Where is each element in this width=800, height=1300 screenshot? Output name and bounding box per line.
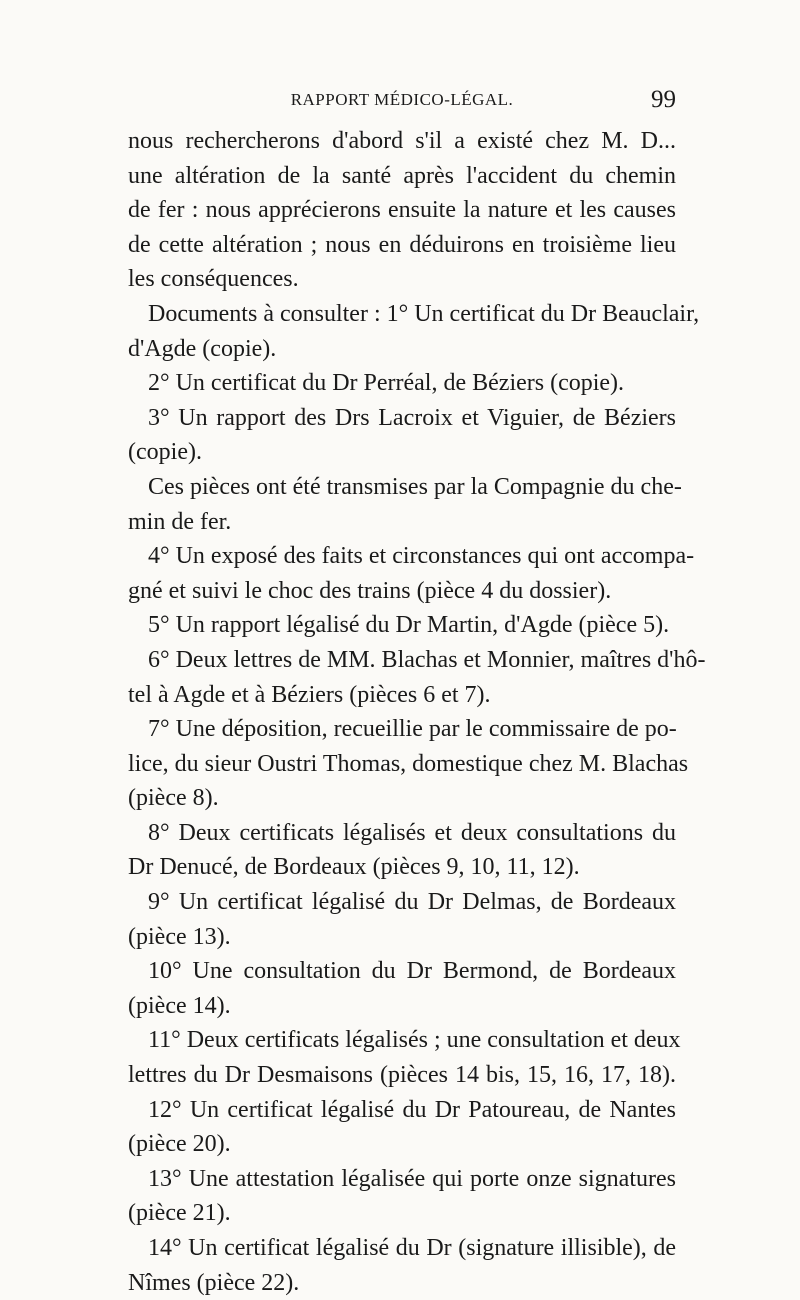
- text-line: 4° Un exposé des faits et circonstances qui ont accompa-: [148, 543, 695, 570]
- text-line: une altération de la santé après l'accident du chemin: [128, 162, 676, 189]
- text-line: Nîmes (pièce 22).: [128, 1269, 300, 1296]
- text-line: tel à Agde et à Béziers (pièces 6 et 7).: [128, 681, 491, 708]
- text-line: 8° Deux certificats légalisés et deux consultations du: [148, 819, 676, 846]
- text-line: d'Agde (copie).: [128, 335, 277, 362]
- text-line: 10° Une consultation du Dr Bermond, de Bordeaux: [148, 958, 676, 985]
- body-text: [128, 124, 706, 1300]
- text-line: (pièce 13).: [128, 923, 231, 950]
- text-line: (pièce 8).: [128, 785, 219, 812]
- running-head: [128, 86, 676, 120]
- text-line: lettres du Dr Desmaisons (pièces 14 bis, 15, 16, 17, 18).: [128, 1062, 676, 1089]
- text-line: de fer : nous apprécierons ensuite la nature et les causes: [128, 197, 676, 224]
- text-line: 13° Une attestation légalisée qui porte onze signatures: [148, 1165, 676, 1192]
- running-title: RAPPORT MÉDICO-LÉGAL.: [290, 90, 514, 109]
- text-line: min de fer.: [128, 508, 232, 535]
- page-number: 99: [651, 86, 676, 113]
- text-line: 6° Deux lettres de MM. Blachas et Monnier, maîtres d'hô-: [148, 646, 706, 673]
- text-line: nous rechercherons d'abord s'il a existé chez M. D...: [128, 128, 676, 154]
- text-line: 3° Un rapport des Drs Lacroix et Viguier, de Béziers: [148, 404, 676, 431]
- text-line: les conséquences.: [128, 266, 299, 293]
- text-line: 5° Un rapport légalisé du Dr Martin, d'Agde (pièce 5).: [148, 612, 670, 639]
- text-line: (copie).: [128, 439, 202, 466]
- text-line: gné et suivi le choc des trains (pièce 4 du dossier).: [128, 577, 612, 604]
- text-line: 9° Un certificat légalisé du Dr Delmas, de Bordeaux: [148, 889, 676, 916]
- text-line: lice, du sieur Oustri Thomas, domestique chez M. Blachas: [128, 750, 689, 777]
- text-line: Documents à consulter : 1° Un certificat du Dr Beauclair,: [148, 300, 700, 327]
- text-line: (pièce 20).: [128, 1131, 231, 1158]
- text-line: 2° Un certificat du Dr Perréal, de Béziers (copie).: [148, 370, 625, 397]
- text-line: Dr Denucé, de Bordeaux (pièces 9, 10, 11, 12).: [128, 854, 580, 881]
- text-line: 14° Un certificat légalisé du Dr (signature illisible), de: [148, 1235, 676, 1261]
- text-line: 12° Un certificat légalisé du Dr Patoureau, de Nantes: [148, 1096, 676, 1123]
- text-line: (pièce 21).: [128, 1200, 231, 1227]
- text-line: (pièce 14).: [128, 992, 231, 1019]
- text-line: 7° Une déposition, recueillie par le commissaire de po-: [148, 716, 677, 743]
- text-line: 11° Deux certificats légalisés ; une consultation et deux: [148, 1027, 681, 1054]
- text-line: de cette altération ; nous en déduirons en troisième lieu: [128, 231, 676, 258]
- text-line: Ces pièces ont été transmises par la Compagnie du che-: [148, 473, 682, 500]
